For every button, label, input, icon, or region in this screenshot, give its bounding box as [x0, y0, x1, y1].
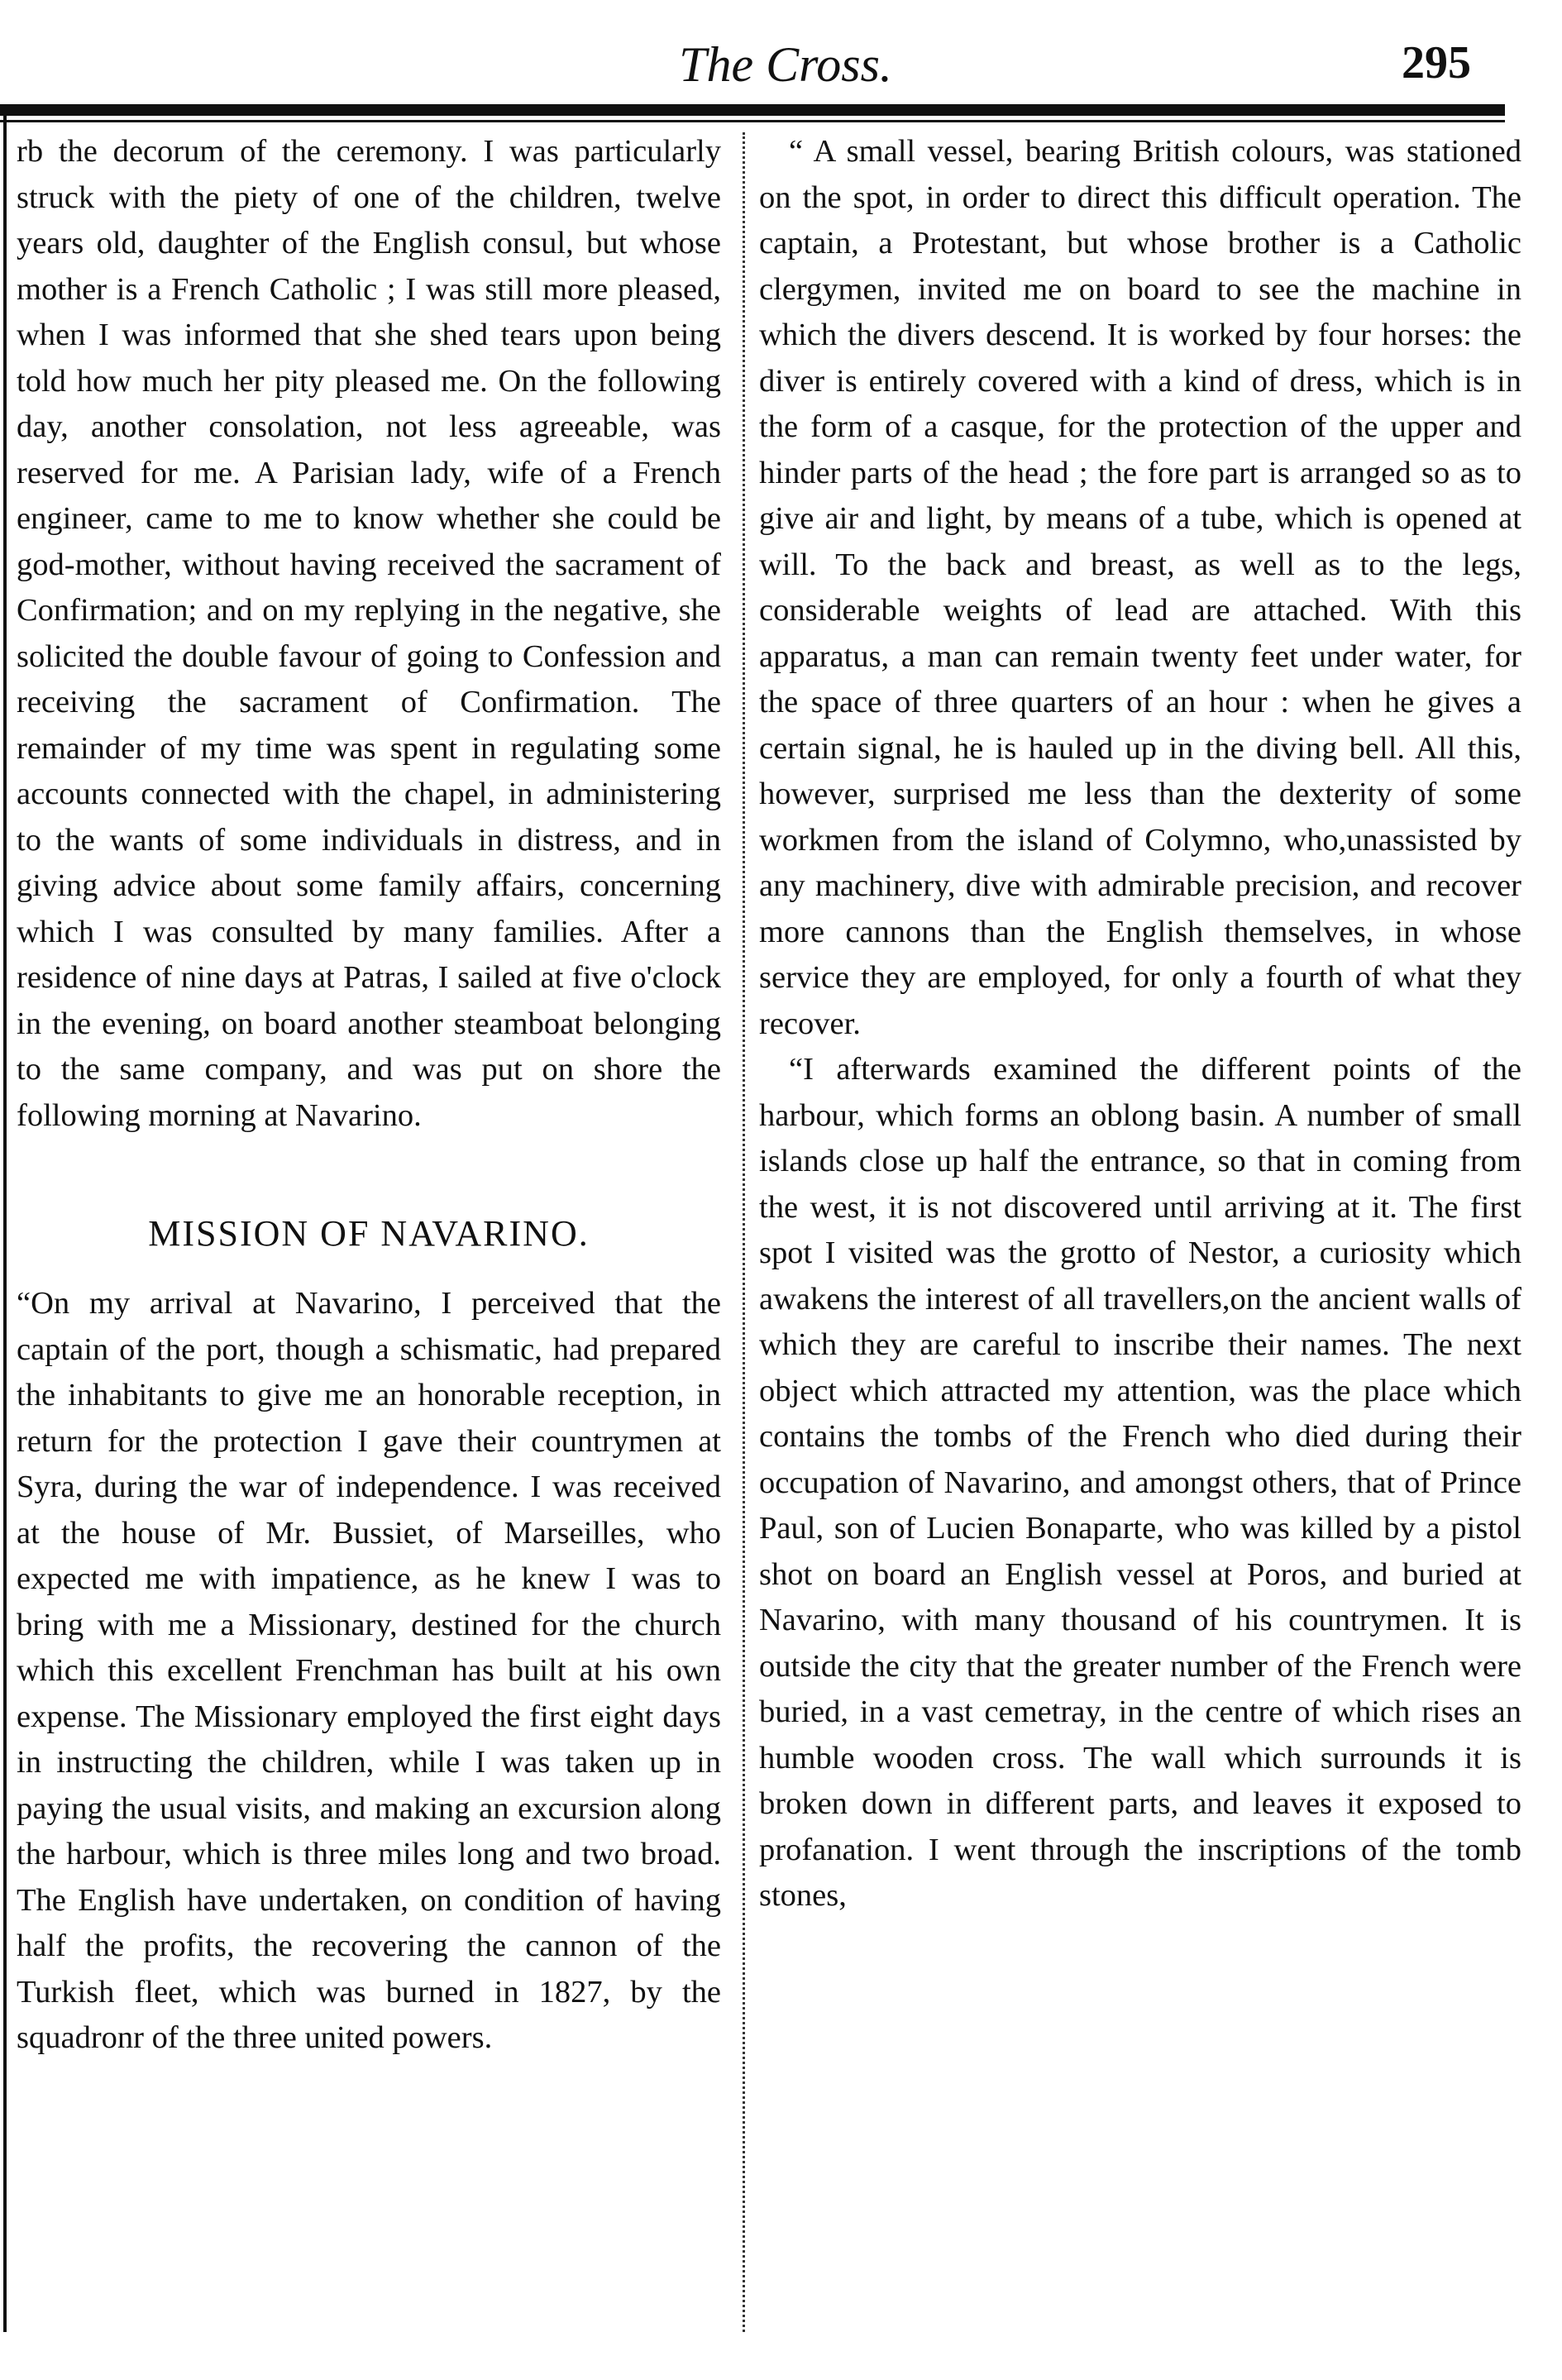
left-column [17, 129, 721, 2062]
column-divider [743, 132, 745, 2332]
header-rule [0, 104, 1505, 116]
left-paragraph-1: rb the decorum of the ceremony. I was particularly struck with the piety of one of the children, twelve years old, daughter of the English consul, but whose mother is a French Catholic ; I was still more pleased, when I was informed that she shed tears upon being told how much her pity pleased me. On the following day, another consolation, not less agreeable, was reserved for me. A Parisian lady, wife of a French engineer, came to me to know whether she could be god-mother, without having received the sacrament of Confirmation; and on my replying in the negative, she solicited the double favour of going to Confession and receiving the sacrament of Confirmation. The remainder of my time was spent in regulating some accounts connected with the chapel, in administering to the wants of some individuals in distress, and in giving advice about some family affairs, concerning which I was consulted by many families. After a residence of nine days at Patras, I sailed at five o'clock in the evening, on board another steamboat belonging to the same company, and was put on shore the following morning at Navarino. [17, 134, 721, 1133]
right-column [759, 129, 1521, 1919]
section-heading: MISSION OF NAVARINO. [148, 1213, 590, 1254]
running-title: The Cross. [679, 37, 892, 92]
page-number: 295 [1402, 37, 1471, 88]
left-margin-rule [3, 116, 7, 2332]
left-paragraph-2: “On my arrival at Navarino, I perceived that the captain of the port, though a schismatic, had prepared the inhabitants to give me an honorable reception, in return for the protection I gave their countrymen at Syra, during the war of independence. I was received at the house of Mr. Bussiet, of Marseilles, who expected me with impatience, as he knew I was to bring with me a Missionary, destined for the church which this excellent Frenchman has built at his own expense. The Missionary employed the first eight days in instructing the children, while I was taken up in paying the usual visits, and making an excursion along the harbour, which is three miles long and two broad. The English have undertaken, on condition of having half the profits, the recovering the cannon of the Turkish fleet, which was burned in 1827, by the squadronr of the three united powers. [17, 1286, 721, 2055]
right-paragraph-2: “I afterwards examined the different points of the harbour, which forms an oblong basin. A number of small islands close up half the entrance, so that in coming from the west, it is not discovered until arriving at it. The first spot I visited was the grotto of Nestor, a curiosity which awakens the interest of all travellers,on the ancient walls of which they are careful to inscribe their names. The next object which attracted my attention, was the place which contains the tombs of the French who died during their occupation of Navarino, and amongst others, that of Prince Paul, son of Lucien Bonaparte, who was killed by a pistol shot on board an English vessel at Poros, and buried at Navarino, with many thousand of his countrymen. It is outside the city that the greater number of the French were buried, in a vast cemetray, in the centre of which rises an humble wooden cross. The wall which surrounds it is broken down in different parts, and leaves it exposed to profanation. I went through the inscriptions of the tomb stones, [759, 1052, 1521, 1913]
header-rule-thin [0, 120, 1505, 122]
right-paragraph-1: “ A small vessel, bearing British colours, was stationed on the spot, in order to direct this difficult operation. The captain, a Protestant, but whose brother is a Catholic clergymen, invited me on board to see the machine in which the divers descend. It is worked by four horses: the diver is entirely covered with a kind of dress, which is in the form of a casque, for the protection of the upper and hinder parts of the head ; the fore part is arranged so as to give air and light, by means of a tube, which is opened at will. To the back and breast, as well as to the legs, considerable weights of lead are attached. With this apparatus, a man can remain twenty feet under water, for the space of three quarters of an hour : when he gives a certain signal, he is hauled up in the diving bell. All this, however, surprised me less than the dexterity of some workmen from the island of Colymno, who,unassisted by any machinery, dive with admirable precision, and recover more cannons than the English themselves, in whose service they are employed, for only a fourth of what they recover. [759, 134, 1521, 1041]
page-header [0, 36, 1562, 103]
